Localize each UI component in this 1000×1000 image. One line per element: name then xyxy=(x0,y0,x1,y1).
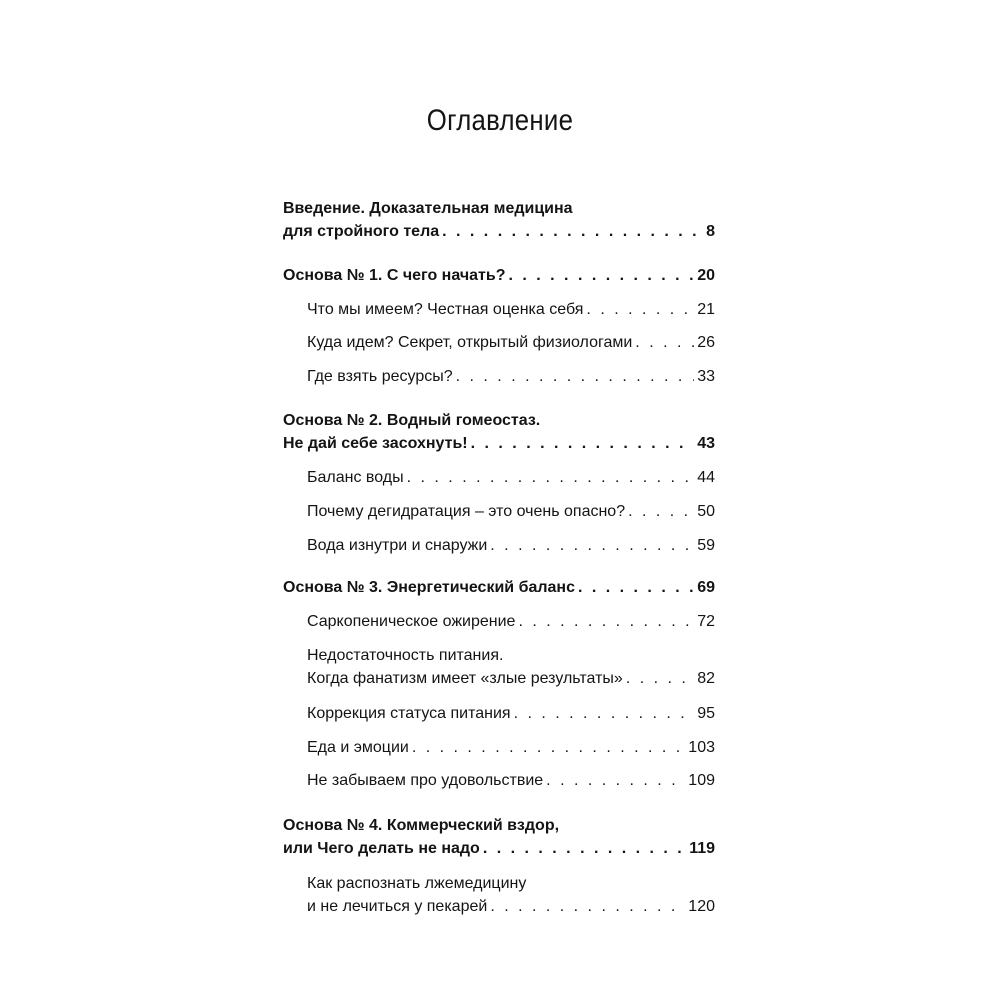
dot-leader xyxy=(635,330,694,356)
toc-subentry[interactable] xyxy=(307,364,715,390)
toc-subentry[interactable] xyxy=(307,666,715,692)
toc-entry-title: Вода изнутри и снаружи xyxy=(307,537,488,554)
toc-entry-title: Что мы имеем? Честная оценка себя xyxy=(307,301,584,318)
toc-subentry[interactable] xyxy=(307,499,715,525)
toc-page-number: 103 xyxy=(688,739,715,756)
toc-entry-title: Основа № 3. Энергетический баланс xyxy=(283,579,575,596)
toc-page-number: 82 xyxy=(697,670,715,687)
toc-entry-title: Саркопеническое ожирение xyxy=(307,613,516,630)
toc-page-number: 33 xyxy=(697,368,715,385)
toc-subentry[interactable] xyxy=(307,533,715,559)
toc-entry-title: Коррекция статуса питания xyxy=(307,705,511,722)
page-title: Оглавление xyxy=(426,104,574,137)
toc-chapter-1[interactable] xyxy=(283,263,715,289)
toc-entry-title: Недостаточность питания. xyxy=(307,647,504,664)
dot-leader xyxy=(412,735,685,761)
toc-entry-title: Где взять ресурсы? xyxy=(307,368,453,385)
toc-entry-title: Основа № 4. Коммерческий вздор, xyxy=(283,817,560,834)
dot-leader xyxy=(407,465,695,491)
toc-entry-title: Основа № 2. Водный гомеостаз. xyxy=(283,412,541,429)
dot-leader xyxy=(514,701,695,727)
toc-subentry[interactable] xyxy=(307,701,715,727)
toc-entry-intro[interactable] xyxy=(283,219,715,245)
toc-entry-title: Баланс воды xyxy=(307,469,404,486)
toc-subentry[interactable] xyxy=(307,768,715,794)
toc-page-number: 26 xyxy=(697,334,715,351)
dot-leader xyxy=(586,297,694,323)
toc-entry-title: Куда идем? Секрет, открытый физиологами xyxy=(307,334,633,351)
toc-page-number: 20 xyxy=(697,267,715,284)
dot-leader xyxy=(578,575,694,601)
toc-page-number: 21 xyxy=(697,301,715,318)
dot-leader xyxy=(546,768,685,794)
toc-page-number: 44 xyxy=(697,469,715,486)
dot-leader xyxy=(442,219,703,245)
toc-entry-title: Не забываем про удовольствие xyxy=(307,772,544,789)
dot-leader xyxy=(483,836,686,862)
toc-entry-title: Еда и эмоции xyxy=(307,739,409,756)
toc-page-number: 95 xyxy=(697,705,715,722)
dot-leader xyxy=(490,533,694,559)
toc-page-number: 109 xyxy=(688,772,715,789)
dot-leader xyxy=(456,364,695,390)
toc-page-number: 43 xyxy=(697,435,715,452)
toc-subentry[interactable] xyxy=(307,465,715,491)
dot-leader xyxy=(518,609,694,635)
toc-entry-title: Введение. Доказательная медицина xyxy=(283,200,573,217)
toc-entry-title: Почему дегидратация – это очень опасно? xyxy=(307,503,626,520)
toc-chapter-4[interactable] xyxy=(283,836,715,862)
dot-leader xyxy=(508,263,694,289)
toc-subentry[interactable] xyxy=(307,297,715,323)
toc-entry-title: Основа № 1. С чего начать? xyxy=(283,267,506,284)
toc-page-number: 119 xyxy=(689,840,715,857)
toc-entry-title: для стройного тела xyxy=(283,223,440,240)
toc-entry-title: Когда фанатизм имеет «злые результаты» xyxy=(307,670,623,687)
toc-entry-title: Не дай себе засохнуть! xyxy=(283,435,468,452)
toc-entry-title: Как распознать лжемедицину xyxy=(307,875,527,892)
toc-subentry[interactable] xyxy=(307,609,715,635)
toc-page-number: 50 xyxy=(697,503,715,520)
dot-leader xyxy=(471,431,695,457)
toc-page-number: 59 xyxy=(697,537,715,554)
toc-subentry[interactable] xyxy=(307,330,715,356)
toc-page-number: 120 xyxy=(688,898,715,915)
toc-chapter-2[interactable] xyxy=(283,431,715,457)
toc-entry-title: или Чего делать не надо xyxy=(283,840,480,857)
toc-chapter-3[interactable] xyxy=(283,575,715,601)
toc-subentry[interactable] xyxy=(307,735,715,761)
toc-page-number: 72 xyxy=(697,613,715,630)
dot-leader xyxy=(626,666,694,692)
toc-entry-title: и не лечиться у пекарей xyxy=(307,898,488,915)
dot-leader xyxy=(628,499,694,525)
toc-page-number: 69 xyxy=(697,579,715,596)
dot-leader xyxy=(490,894,685,920)
toc-subentry[interactable] xyxy=(307,894,715,920)
toc-page-number: 8 xyxy=(706,223,715,240)
